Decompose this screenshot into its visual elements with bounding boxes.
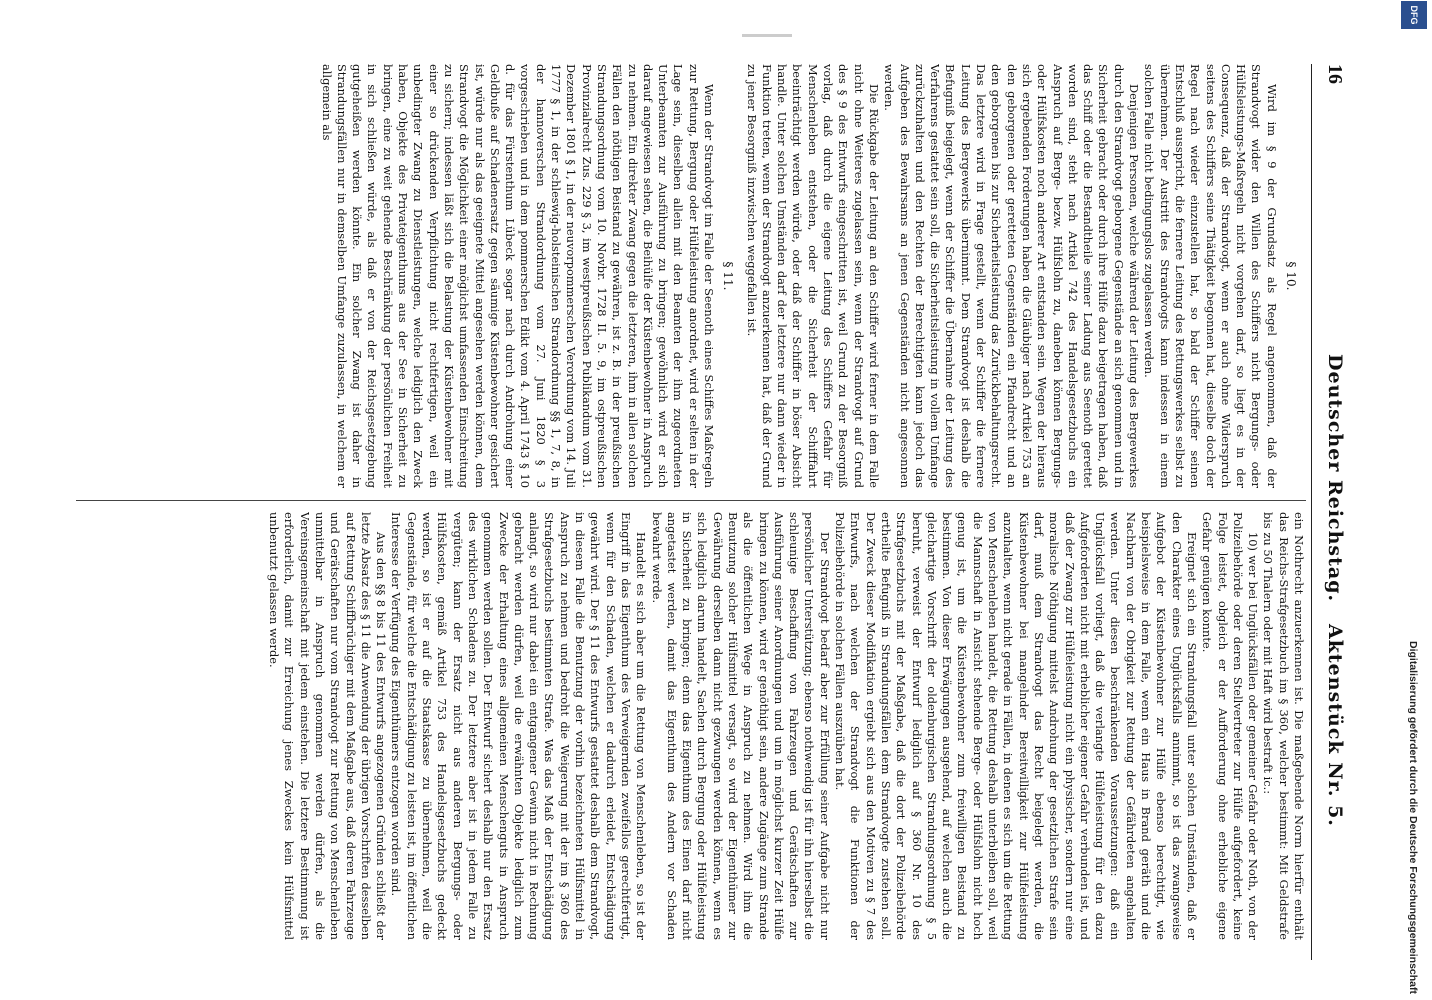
- paragraph: Wird im § 9 der Grundsatz als Regel angenommen, daß der Strandvogt wider den Willen des Schiffers nicht Bergungs- oder Hülfsleistungs-Maßregeln nicht vorgehen darf, so liegt es in der Consequenz, daß der Strandvogt, wenn er auch ohne Widerspruch seitens des Schiffers seine Thätigkeit begonnen hat, dieselbe doch der Regel nach wieder einzustellen hat, so bald der Schiffer seinen Entschluß ausspricht, die fernere Leitung des Rettungswerkes selbst zu übernehmen. Der Austritt des Strandvogts kann indessen in einem solchen Falle nicht bedingungslos zugelassen werden.: [1142, 64, 1279, 488]
- digitization-credit: [1404, 0, 1422, 1000]
- paragraph: Die Rückgabe der Leitung an den Schiffer wird ferner in dem Falle nicht ohne Weiteres zugelassen sein, wenn der Strandvogt auf Grund des § 9 des Entwurfs eingeschritten ist, weil Grund zu der Besorgniß vorlag, daß durch die eigene Leitung des Schiffers Gefahr für Menschenleben entstehen, oder die Sicherheit der Schifffahrt beeinträchtigt werden würde, oder daß der Schiffer in böser Absicht handle. Unter solchen Umständen darf der letztere nur dann wieder in Funktion treten, wenn der Strandvogt anzuerkennen hat, daß der Grund zu jener Besorgniß inzwischen weggefallen ist.: [744, 64, 881, 488]
- paragraph: Aus den §§ 8 bis 11 des Entwurfs angezogenen Gründen schließt der letzte Absatz des § 11 die Anwendung der übrigen Vorschriften desselben auf Rettung Schiffbrüchiger mit dem Maßgabe aus, daß deren Fahrzeuge und Gerätschaften nur vom Strandvogt zur Rettung von Menschenleben unmittelbar in Anspruch genommen werden dürfen, als die Vereinsgemeinschaft mit jedem einstehen. Die letztere Bestimmung ist erforderlich, damit zur Erreichung jenes Zweckes kein Hülfsmittel unbenutzt gelassen werde.: [267, 512, 389, 940]
- page-header: [1320, 64, 1350, 960]
- paragraph: Ereignet sich ein Strandungsfall unter solchen Umständen, daß er den Charakter eines Unglücksfalls annimmt, so ist das zwangsweise Aufgebot der Küstenbewohner zur Hülfe ebenso berechtigt, wie beispielsweise in dem Falle, wenn ein Haus in Brand geräth und die Nachbarn von der Obrigkeit zur Rettung der Gefährdeten angehalten werden. Unter diesen beschränkenden Voraussetzungen: daß ein Unglücksfall vorliegt, daß die verlangte Hülfeleistung für den dazu Aufgeforderten nicht mit erheblicher eigener Gefahr verbunden ist, und daß der Zwang zur Hülfeleistung nicht ein physischer, sondern nur eine moralische Nöthigung mittelst Androhung der gesetzlichen Strafe sein darf, muß dem Strandvogt das Recht beigelegt werden, die Küstenbewohner bei mangelnder Bereitwilligkeit zur Hülfeleistung anzuhalten, wenn nicht gerade in Fällen, in denen es sich um die Rettung von Menschenleben handelt, die Rettung deshalb unterbleiben soll, weil die Mannschaft in Ansicht stehende Berge- oder Hülfslohn nicht hoch genug ist, um die Küstenbewohner zum freiwilligen Beistand zu bestimmen. Von dieser Erwägungen ausgehend, auf welchen auch die gleichartige Vorschrift der oldenburgischen Strandungsordnung § 5 beruht, verweist der Entwurf lediglich auf § 360 Nr. 10 des Strafgesetzbuchs mit der Maßgabe, daß die dort der Polizeibehörde ertheilte Befugniß in Strandungsfällen dem Strandvogte zustehen soll. Der Zweck dieser Modifikation ergiebt sich aus den Motiven zu § 7 des Entwurfs, nach welchen der Strandvogt die Funktionen der Polizeibehörde in solchen Fällen auszuüben hat.: [833, 512, 1199, 940]
- left-column: [56, 64, 1306, 488]
- page-number: 16: [1324, 64, 1346, 84]
- scan-artifact: [742, 34, 792, 37]
- paragraph: Denjenigen Personen, welche während der Leitung des Bergewerkes durch den Strandvogt geborgene Gegenstände an sich genommen und in Sicherheit gebracht oder durch ihre Hülfe dazu beigetragen haben, daß das Schiff oder die Bestandtheile seiner Ladung aus Seenoth gerettet worden sind, steht nach Artikel 742 des Handelsgesetzbuchs ein Anspruch auf Berge- bezw. Hülfslohn zu, daneben können Bergungs- oder Hülfskosten noch anderer Art entstanden sein. Wegen der hieraus sich ergebenden Forderungen haben die Gläubiger nach Artikel 753 an den geborgenen oder geretteten Gegenständen ein Pfandrecht und an den geborgenen bis zur Sicherheitsleistung das Zurückbehaltungsrecht. Das letztere wird in Frage gestellt, wenn der Schiffer die fernere Leitung des Bergewerks übernimmt. Dem Strandvogt ist deshalb die Befugniß beigelegt, wenn der Schiffer die Übernahme der Leitung des Verfahrens gestattet sein soll, die Sicherheitsleistung in vollem Umfange zurückzuhalten und den Rechten der Berechtigten kann jedoch das Aufgeben des Bewahrsams an jenen Gegenständen nicht angesonnen werden.: [882, 64, 1142, 488]
- paragraph: Der Strandvogt bedarf aber zur Erfüllung seiner Aufgabe nicht nur persönlicher Unterstützung; ebenso nothwendig ist für ihn hierselbst die schleunige Beschaffung von Fahrzeugen und Gerätschaften zur Ausführung seiner Anordnungen und um in möglichst kurzer Zeit Hülfe bringen zu können, wird er genöthigt sein, andere Zugänge zum Strande als die öffentlichen Wege in Anspruch zu nehmen. Wird ihm die Benutzung solcher Hülfsmittel versagt, so wird der Eigenthümer zur Gewährung derselben dann nicht gezwungen werden können, wenn es sich lediglich darum handelt, Sachen durch Bergung oder Hülfeleistung in Sicherheit zu bringen; denn das Eigenthum des Einen darf nicht angetastet werden, damit das Eigenthum des Andern vor Schaden bewahrt werde.: [649, 512, 832, 940]
- section-heading-11: § 11.: [721, 261, 736, 291]
- paragraph: Handelt es sich aber um die Rettung von Menschenleben, so ist der Eingriff in das Eigenthum des Verweigernden zweifellos gerechtfertigt, wenn für den Schaden, welchen er dadurch erleidet, Entschädigung gewährt wird. Der § 11 des Entwurfs gestattet deshalb dem Strandvogt, in diesem Falle die Benutzung der vorhin bezeichneten Hülfsmittel in Anspruch zu nehmen und bedroht die Weigerung mit der im § 360 des Strafgesetzbuchs bestimmten Strafe. Was das Maß der Entschädigung anlangt, so wird nur dabei ein entgangener Gewinn nicht in Rechnung gebracht werden dürfen, weil die erwähnten Objekte lediglich zum Zwecke der Erhaltung eines allgemeinen Menschenguts in Anspruch genommen werden sollen. Der Entwurf sichert deshalb nur den Ersatz des wirklichen Schadens zu. Der letztere aber ist in jedem Falle zu vergüten; kann der Ersatz nicht aus anderen Bergungs- oder Hülfskosten, gemäß Artikel 753 des Handelsgesetzbuchs gedeckt werden, so ist er auf die Staatskasse zu übernehmen, weil die Gegenstände, für welche die Entschädigung zu leisten ist, im öffentlichen Interesse der Verfügung des Eigenthümers entzogen worden sind.: [389, 512, 649, 940]
- header-rule: [1311, 64, 1312, 960]
- section-heading-10: § 10.: [1284, 261, 1298, 291]
- running-title: Deutscher Reichstag.: [1324, 354, 1346, 603]
- dfg-logo-icon: DFG: [1401, 1, 1427, 29]
- right-column: [56, 512, 1306, 940]
- quoted-provision: 10) wer bei Unglücksfällen oder gemeiner Gefahr oder Noth, von der Polizeibehörde oder deren Stellvertreter zur Hülfe aufgefordert, keine Folge leistet, obgleich er der Aufforderung ohne erhebliche eigene Gefahr genügen konnte.: [1200, 512, 1261, 940]
- digitization-credit-text: Digitalisierung gefördert durch die Deutsche Forschungsgemeinschaft: [1407, 641, 1419, 994]
- paragraph: ein Nothrecht anzuerkennen ist. Die maßgebende Norm hierfür enthält das Reichs-Strafgesetzbuch im § 360, welcher bestimmt: Mit Geldstrafe bis zu 50 Thalern oder mit Haft wird bestraft ic.:: [1261, 512, 1306, 940]
- document-reference: Aktenstück Nr. 5.: [1324, 624, 1346, 827]
- column-divider: [76, 500, 1306, 501]
- paragraph: Wenn der Strandvogt im Falle der Seenoth eines Schiffes Maßregeln zur Rettung, Bergung oder Hülfeleistung anordnet, wird er selten in der Lage sein, dieselben allein mit den Beamten der ihm zugeordneten Unterbeamten zur Ausführung zu bringen; gewöhnlich wird er sich darauf angewiesen sehen, die Beihülfe der Küstenbewohner in Anspruch zu nehmen. Ein direkter Zwang gegen die letzteren, ihm in allen solchen Fällen den nöthigen Beistand zu gewähren, ist z. B. in der preußischen Strandungsordnung vom 10. Novbr. 1728 II. 5. 9, im ostpreußischen Provinzialrecht Zus. 229 § 3, im westpreußischen Publikandum vom 31. Dezember 1801 § 1, in der neuvorpommerschen Verordnung vom 14. Juli 1777 § 1, in der schleswig-holsteinischen Strandordnung §§ 1, 7, 8, in der hannoverschen Strandordnung vom 27. Juni 1820 § 3 vorgeschrieben und in dem pommerschen Edikt vom 4. April 1743 § 10 d. für das Fürstenthum Lübeck sogar nach durch Androhung einer Geldbuße auf Schadenersatz gegen säumige Küstenbewohner gesichert ist, würde nur als das geeignete Mittel angesehen werden können, dem Strandvogt die Möglichkeit einer möglichst umfassenden Einschreitung zu sichern; indessen läßt sich die Belastung der Küstenbewohner mit einer so drückenden Verpflichtung nicht rechtfertigen, weil ein unbedingter Zwang zu Dienstleistungen, welche lediglich den Zweck haben, Objekte des Privateigenthums aus der See in Sicherheit zu bringen, eine zu weit gehende Beschränkung der persönlichen Freiheit in sich schließen würde, als daß er von der Reichsgesetzgebung gutgeheißen werden könnte. Ein solcher Zwang ist daher in Strandungsfällen nur in demselben Umfange zuzulassen, in welchem er allgemein als: [319, 64, 717, 488]
